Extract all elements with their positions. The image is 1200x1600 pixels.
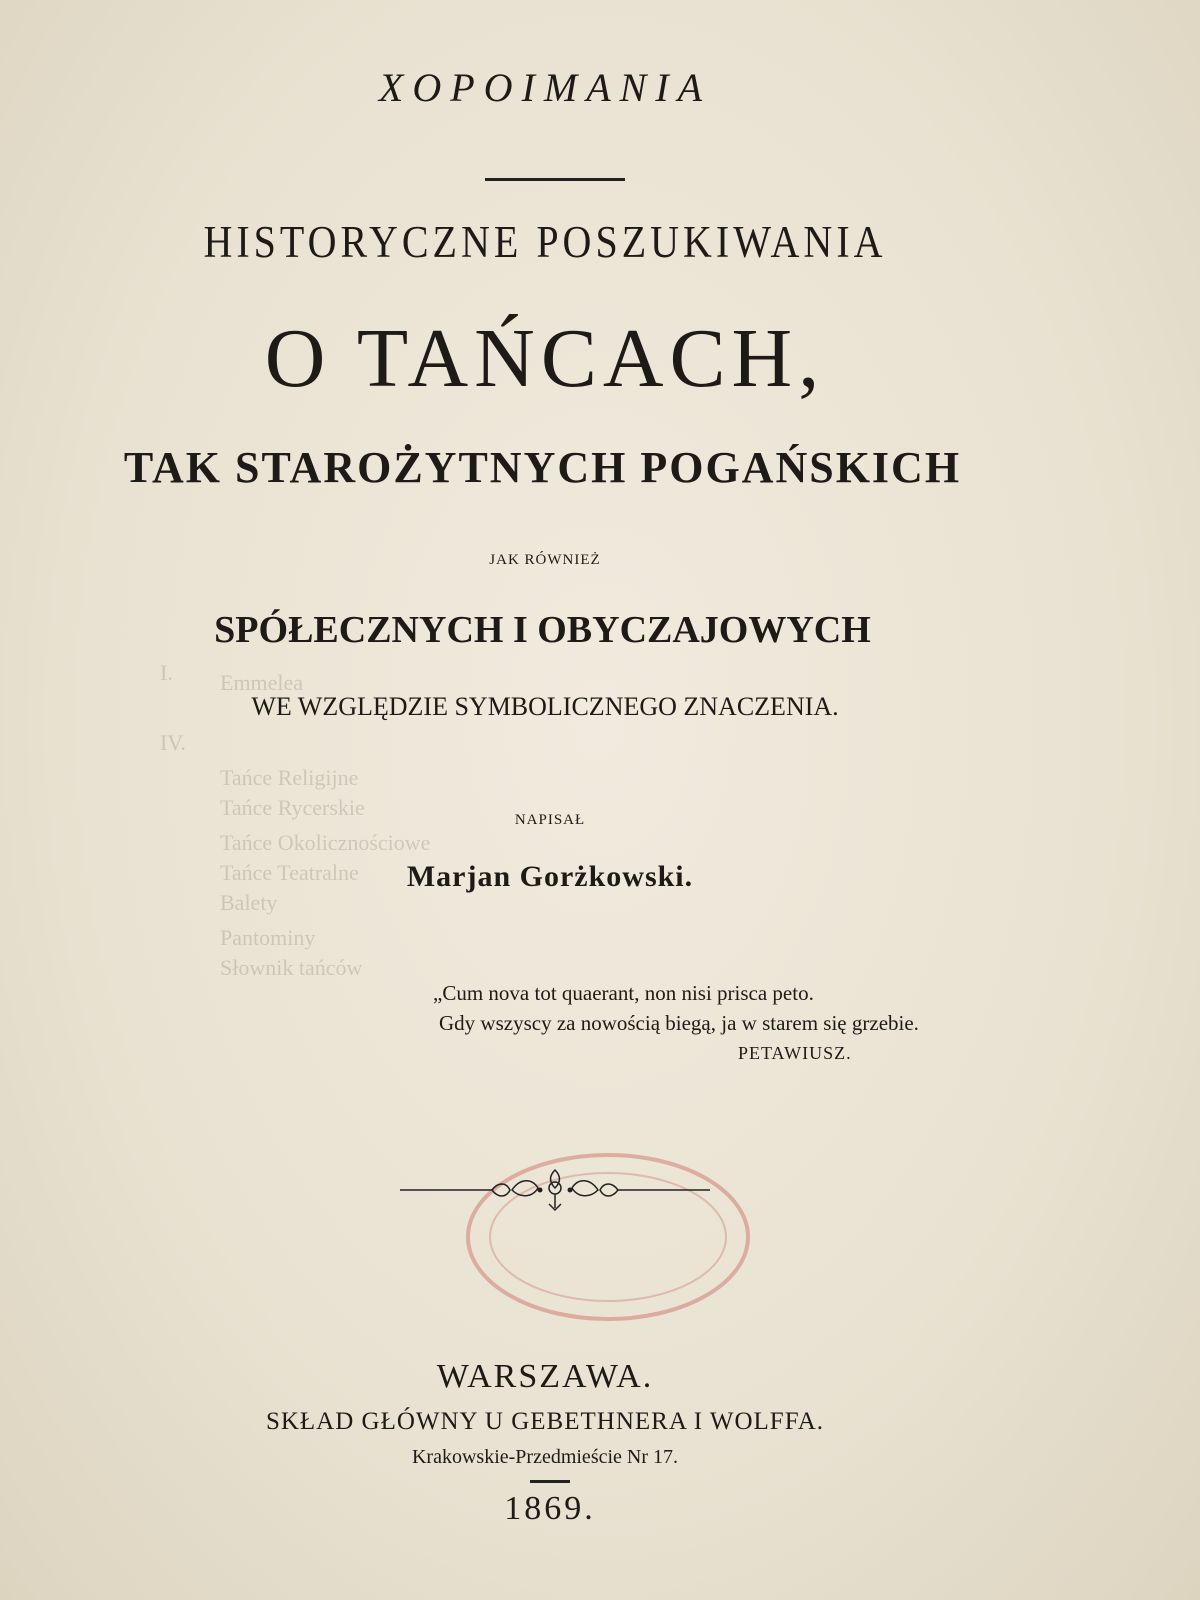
imprint-year: 1869. — [504, 1490, 596, 1527]
bleed-through-text — [150, 600, 1050, 1000]
svg-text:Balety: Balety — [220, 890, 278, 915]
svg-text:Tańce Religijne: Tańce Religijne — [220, 765, 359, 790]
epigraph-polish: Gdy wszyscy za nowością biegą, ja w starem się grzebie. — [439, 1011, 919, 1035]
svg-text:Tańce Teatralne: Tańce Teatralne — [220, 860, 359, 885]
author-prefix: NAPISAŁ — [514, 812, 586, 828]
svg-text:IV.: IV. — [160, 730, 186, 755]
subtitle-historical: HISTORYCZNE POSZUKIWANIA — [203, 215, 887, 268]
imprint-city: WARSZAWA. — [436, 1358, 654, 1395]
subtitle-social: SPÓŁECZNYCH I OBYCZAJOWYCH — [214, 609, 871, 651]
main-title: O TAŃCACH, — [264, 312, 826, 405]
svg-text:Pantominy: Pantominy — [220, 925, 316, 950]
ornament-divider — [400, 1160, 710, 1220]
epigraph — [433, 978, 919, 1068]
imprint-address: Krakowskie-Przedmieście Nr 17. — [411, 1446, 679, 1468]
svg-text:Emmelea: Emmelea — [220, 670, 304, 695]
imprint-publisher: SKŁAD GŁÓWNY U GEBETHNERA I WOLFFA. — [265, 1408, 825, 1435]
imprint-rule — [530, 1480, 570, 1483]
title-rule — [485, 178, 625, 181]
svg-text:Słownik tańców: Słownik tańców — [220, 955, 363, 980]
subtitle-symbolic: WE WZGLĘDZIE SYMBOLICZNEGO ZNACZENIA. — [251, 692, 839, 721]
epigraph-attribution: PETAWIUSZ. — [738, 1043, 852, 1063]
svg-text:Tańce Okolicznościowe: Tańce Okolicznościowe — [220, 830, 431, 855]
connector-text: JAK RÓWNIEŻ — [489, 552, 601, 568]
epigraph-latin: „Cum nova tot quaerant, non nisi prisca peto. — [433, 981, 814, 1005]
svg-text:Tańce Rycerskie: Tańce Rycerskie — [220, 795, 365, 820]
greek-title: ΧΟΡΟΙΜΑΝΙΑ — [378, 65, 712, 110]
svg-text:I.: I. — [160, 660, 173, 685]
author-name: Marjan Gorżkowski. — [406, 860, 694, 893]
subtitle-ancient: TAK STAROŻYTNYCH POGAŃSKICH — [123, 443, 962, 492]
